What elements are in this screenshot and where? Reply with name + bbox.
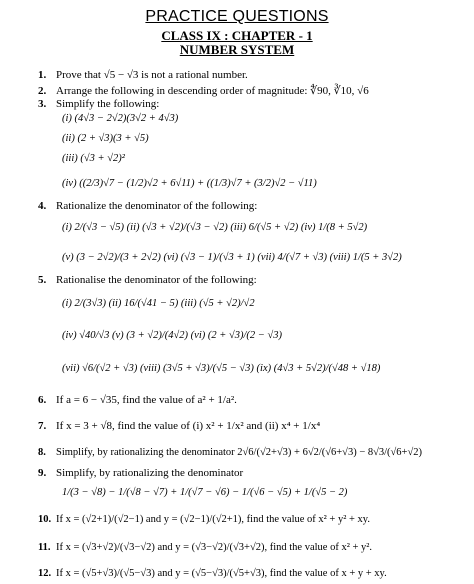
q3-part-i: (i) (4√3 − 2√2)(3√2 + 4√3) — [62, 113, 179, 124]
question-8 — [38, 447, 422, 458]
q3-part-iv: (iv) ((2/3)√7 − (1/2)√2 + 6√11) + ((1/3)√7 + (3/2)√2 − √11) — [62, 178, 317, 189]
q5-row-2: (iv) √40/√3 (v) (3 + √2)/(4√2) (vi) (2 + √3)/(2 − √3) — [62, 330, 282, 341]
question-9 — [38, 467, 243, 479]
question-number: 5. — [38, 274, 47, 286]
q9-expression: 1/(3 − √8) − 1/(√8 − √7) + 1/(√7 − √6) − 1/(√6 − √5) + 1/(√5 − 2) — [62, 487, 348, 498]
question-number: 6. — [38, 394, 47, 406]
question-text: If a = 6 − √35, find the value of a² + 1/a². — [56, 394, 237, 406]
q3-part-ii: (ii) (2 + √3)(3 + √5) — [62, 133, 149, 144]
class-line: CLASS IX : CHAPTER - 1 — [161, 28, 313, 43]
question-number: 12. — [38, 568, 52, 579]
question-5 — [38, 274, 257, 286]
question-number: 2. — [38, 85, 47, 97]
q4-row-2: (v) (3 − 2√2)/(3 + 2√2) (vi) (√3 − 1)/(√3 + 1) (vii) 4/(√7 + √3) (viii) 1/(5 + 3√2) — [62, 252, 402, 263]
question-number: 1. — [38, 69, 47, 81]
chapter-title: NUMBER SYSTEM — [179, 42, 295, 57]
question-text: If x = 3 + √8, find the value of (i) x² + 1/x² and (ii) x⁴ + 1/x⁴ — [56, 420, 321, 432]
question-text: Simplify, by rationalizing the denominator — [56, 467, 244, 479]
q5-row-1: (i) 2/(3√3) (ii) 16/(√41 − 5) (iii) (√5 + √2)/√2 — [62, 298, 255, 309]
q4-row-1: (i) 2/(√3 − √5) (ii) (√3 + √2)/(√3 − √2) (iii) 6/(√5 + √2) (iv) 1/(8 + 5√2) — [62, 222, 368, 233]
question-3 — [38, 98, 159, 110]
page-title: PRACTICE QUESTIONS — [145, 8, 329, 25]
question-number: 3. — [38, 98, 47, 110]
question-number: 10. — [38, 514, 52, 525]
question-10 — [38, 514, 370, 525]
question-12 — [38, 568, 387, 579]
question-number: 4. — [38, 200, 47, 212]
question-2 — [38, 84, 369, 97]
question-text: If x = (√3+√2)/(√3−√2) and y = (√3−√2)/(√3+√2), find the value of x² + y². — [56, 542, 373, 553]
question-7 — [38, 420, 320, 432]
question-11 — [38, 542, 372, 553]
question-text: Rationalize the denominator of the following: — [56, 200, 258, 212]
question-number: 11. — [38, 542, 51, 553]
question-text: If x = (√5+√3)/(√5−√3) and y = (√5−√3)/(√5+√3), find the value of x + y + xy. — [56, 568, 387, 579]
question-text: Simplify the following: — [56, 98, 160, 110]
question-number: 8. — [38, 447, 46, 458]
question-number: 9. — [38, 467, 47, 479]
question-text: Simplify, by rationalizing the denominator 2√6/(√2+√3) + 6√2/(√6+√3) − 8√3/(√6+√2) — [56, 447, 422, 458]
question-text: If x = (√2+1)/(√2−1) and y = (√2−1)/(√2+1), find the value of x² + y² + xy. — [56, 514, 370, 525]
question-number: 7. — [38, 420, 47, 432]
question-text: Prove that √5 − √3 is not a rational number. — [56, 69, 248, 81]
question-text: Rationalise the denominator of the following: — [56, 274, 257, 286]
question-6 — [38, 394, 237, 406]
question-text: Arrange the following in descending order of magnitude: ∜90, ∛10, √6 — [56, 85, 369, 97]
q5-row-3: (vii) √6/(√2 + √3) (viii) (3√5 + √3)/(√5 − √3) (ix) (4√3 + 5√2)/(√48 + √18) — [62, 363, 381, 374]
q3-part-iii: (iii) (√3 + √2)² — [62, 153, 125, 164]
question-4 — [38, 200, 257, 212]
question-1 — [38, 69, 248, 81]
